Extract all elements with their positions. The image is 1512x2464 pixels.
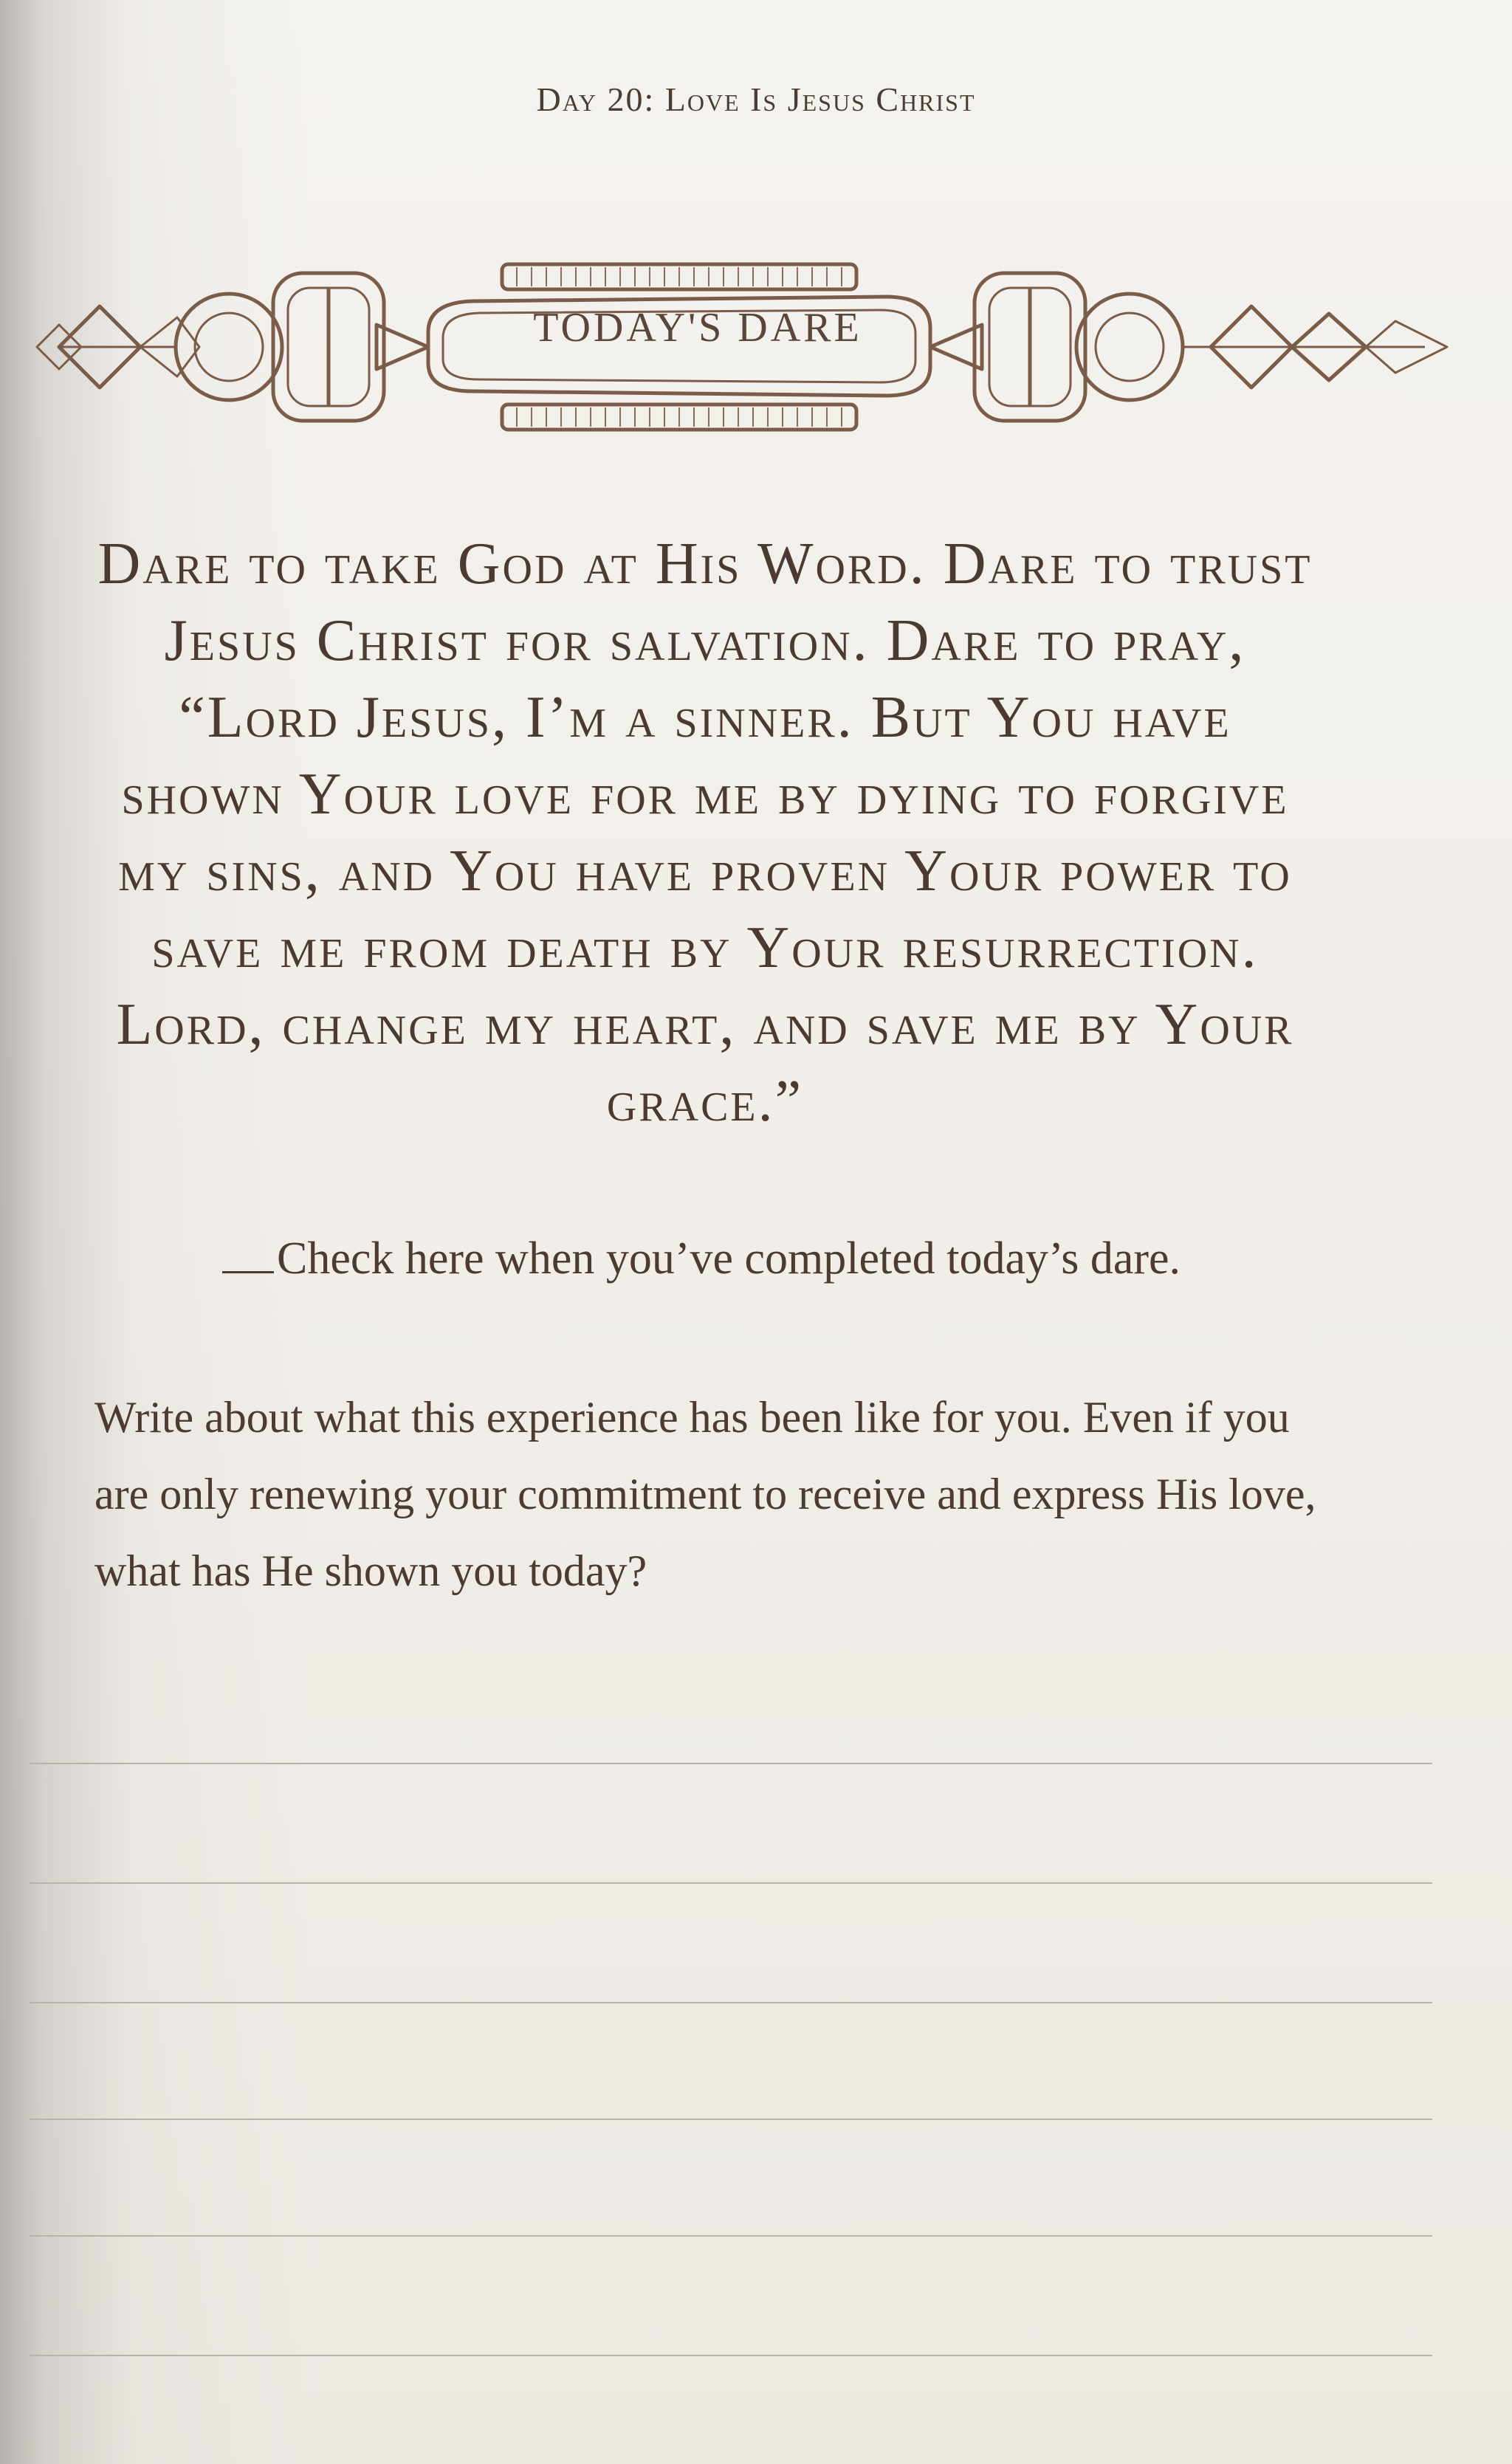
writing-line[interactable] xyxy=(30,2119,1432,2120)
writing-line[interactable] xyxy=(30,2002,1432,2003)
running-head: Day 20: Love Is Jesus Christ xyxy=(536,80,976,118)
writing-line[interactable] xyxy=(30,1763,1432,1764)
dare-text: Dare to take God at His Word. Dare to trust Jesus Christ for salvation. Dare to pray, “Lord Jesus, I’m a sinner. But You have shown Your love for me by dying to forgive my sins, and You have proven Your power to save me from death by Your resurrection. Lord, change my heart, and save me by Your grace.” xyxy=(97,531,1313,1134)
writing-prompt: Write about what this experience has been like for you. Even if you are only renewing your commitment to receive and express His love, what has He shown you today? xyxy=(94,1393,1316,1595)
check-label: Check here when you’ve completed today’s dare. xyxy=(276,1233,1181,1284)
completion-check-row[interactable] xyxy=(0,1231,1403,1285)
writing-line[interactable] xyxy=(30,2235,1432,2237)
writing-line[interactable] xyxy=(30,2355,1432,2356)
banner-label: TODAY'S DARE xyxy=(533,305,862,351)
writing-line[interactable] xyxy=(30,1882,1432,1884)
check-blank[interactable] xyxy=(222,1231,274,1273)
